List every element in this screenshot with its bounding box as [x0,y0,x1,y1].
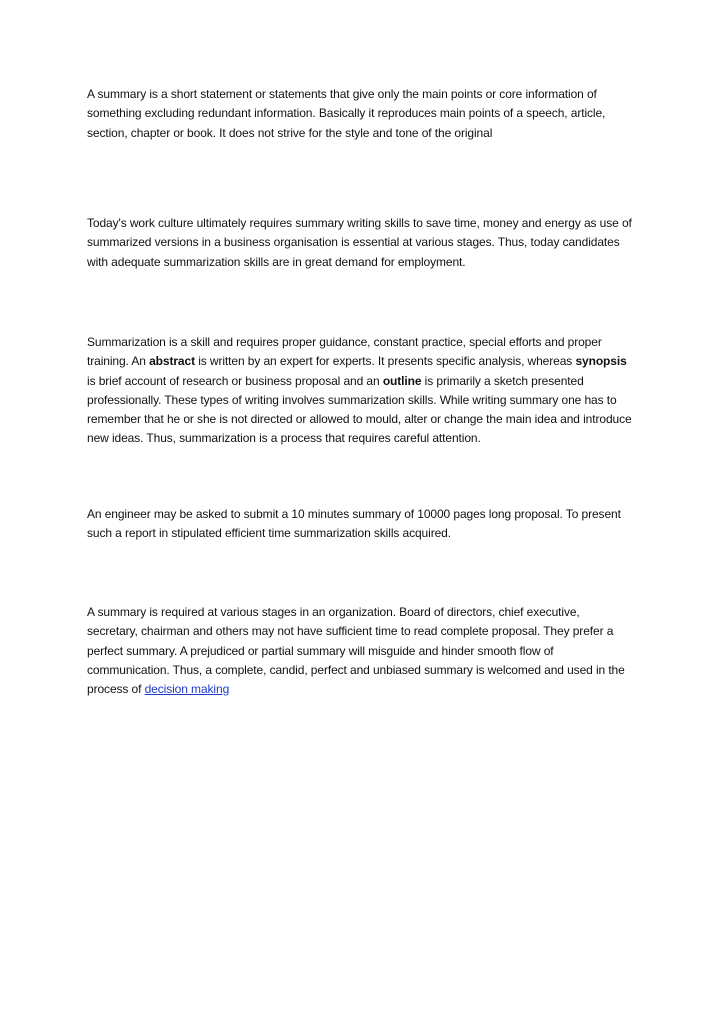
paragraph-text: is primarily a sketch presented professionally. These types of writing involves summarization skills. While writing summary one has to remember that he or she is not directed or allowed to mould, alter or change the main idea and introduce new ideas. Thus, summarization is a process that requires careful attention. [87,373,632,446]
paragraph-work-culture [87,214,632,272]
paragraph-text: Today's work culture ultimately requires summary writing skills to save time, money and energy as use of summarized versions in a business organisation is essential at various stages. Thus, today candidates with adequate summarization skills are in great demand for employment. [87,216,632,269]
paragraph-text: A summary is required at various stages in an organization. Board of directors, chief executive, secretary, chairman and others may not have sufficient time to read complete proposal. They prefer a perfect summary. A prejudiced or partial summary will misguide and hinder smooth flow of communication. Thus, a complete, candid, perfect and unbiased summary is welcomed and used in the process of [87,605,625,697]
bold-term-synopsis: synopsis [575,354,627,369]
paragraph-text: is brief account of research or business proposal and an [87,373,383,388]
paragraph-summarization-skill [87,333,632,449]
paragraph-text: An engineer may be asked to submit a 10 minutes summary of 10000 pages long proposal. To present such a report in stipulated efficient time summarization skills acquired. [87,507,621,541]
decision-making-link[interactable]: decision making [144,682,230,697]
paragraph-engineer-example [87,505,632,544]
bold-term-outline: outline [382,373,422,388]
paragraph-summary-definition [87,85,632,143]
paragraph-text: is written by an expert for experts. It presents specific analysis, whereas [194,354,576,369]
paragraph-text: A summary is a short statement or statements that give only the main points or core information of something excluding redundant information. Basically it reproduces main points of a speech, article, section, chapter or book. It does not strive for the style and tone of the original [87,87,606,140]
paragraph-text: Summarization is a skill and requires proper guidance, constant practice, special efforts and proper training. An [87,335,602,369]
bold-term-abstract: abstract [149,354,195,369]
paragraph-organization-stages [87,603,632,699]
